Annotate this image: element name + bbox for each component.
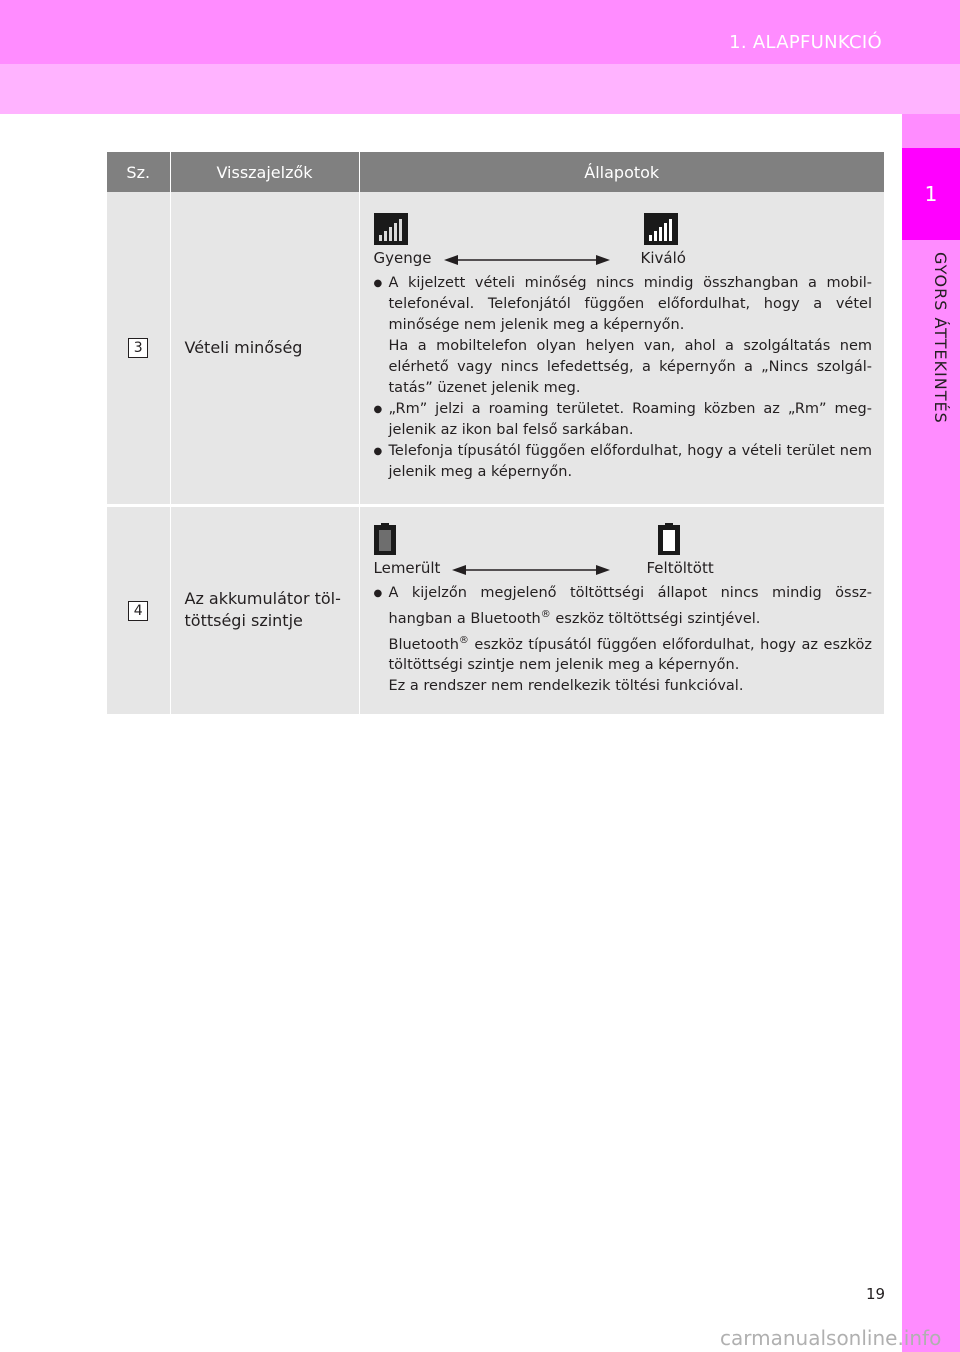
indicator-table: [107, 152, 884, 717]
scale-right-label: Feltöltött: [646, 558, 714, 577]
indicator-label: Vételi minőség: [170, 192, 359, 505]
note-text: A kijelzőn megjelenő töltöttségi állapot nincs mindig össz-hangban a Bluetooth: [388, 584, 872, 627]
note-continuation: Ha a mobiltelefon olyan helyen van, ahol a szolgáltatás nem elérhető vagy nincs lefedettség, a képernyőn a „Nincs szolgál-tatás” üzenet jelenik meg.: [388, 337, 872, 396]
row-number-badge: 3: [128, 338, 148, 358]
header-subband: [0, 64, 960, 114]
empty-battery-icon: [374, 523, 396, 555]
note-text: Ez a rendszer nem rendelkezik töltési funkcióval.: [388, 678, 744, 695]
icon-row: [374, 523, 873, 559]
table-row: [107, 192, 884, 505]
states-cell: [359, 192, 884, 505]
indicator-label: Az akkumulátor töl-töttségi szintje: [170, 505, 359, 715]
registered-mark: ®: [540, 608, 551, 620]
scale-row: [374, 559, 873, 581]
row-number-badge: 4: [128, 601, 148, 621]
list-item: ● „Rm” jelzi a roaming területet. Roaming közben az „Rm” meg-jelenik az ikon bal felső sarkában.: [374, 399, 873, 441]
list-item: ● Telefonja típusától függően előfordulhat, hogy a vételi terület nem jelenik meg a képernyőn.: [374, 441, 873, 483]
page-number: 19: [866, 1285, 886, 1303]
scale-right-label: Kiváló: [640, 248, 686, 267]
full-battery-icon: [658, 523, 680, 555]
notes-list: [374, 583, 873, 630]
table-row: [107, 505, 884, 715]
chapter-title: GYORS ÁTTEKINTÉS: [931, 252, 950, 424]
note-text: eszköz töltöttségi szintjével.: [550, 610, 761, 627]
registered-mark: ®: [458, 634, 469, 646]
states-cell: [359, 505, 884, 715]
table-header-row: [107, 152, 884, 192]
row-number-cell: [107, 192, 170, 505]
scale-left-label: Gyenge: [373, 248, 432, 267]
watermark: carmanualsonline.info: [720, 1326, 942, 1350]
double-arrow-icon: [452, 564, 610, 576]
note-continuation: [374, 630, 873, 698]
column-header-indicators: Visszajelzők: [170, 152, 359, 192]
weak-signal-icon: [374, 213, 408, 245]
note-text: Bluetooth: [388, 636, 459, 653]
note-text: eszköz típusától függően előfordulhat, hogy az eszköz töltöttségi szintje nem jelenik meg a képernyőn.: [388, 636, 872, 674]
column-header-number: Sz.: [107, 152, 170, 192]
notes-list: [374, 273, 873, 483]
scale-left-label: Lemerült: [373, 558, 441, 577]
scale-row: [374, 249, 873, 271]
double-arrow-icon: [444, 254, 610, 266]
full-signal-icon: [644, 213, 678, 245]
section-title: 1. ALAPFUNKCIÓ: [729, 32, 882, 53]
note-text: A kijelzett vételi minőség nincs mindig összhangban a mobil-telefonéval. Telefonjától függően előfordulhat, hogy a vétel minősége nem jelenik meg a képernyőn.: [388, 274, 872, 333]
list-item: [374, 583, 873, 630]
row-number-cell: [107, 505, 170, 715]
icon-row: [374, 213, 873, 249]
chapter-tab[interactable]: 1: [902, 148, 960, 240]
list-item: [374, 273, 873, 399]
column-header-states: Állapotok: [359, 152, 884, 192]
